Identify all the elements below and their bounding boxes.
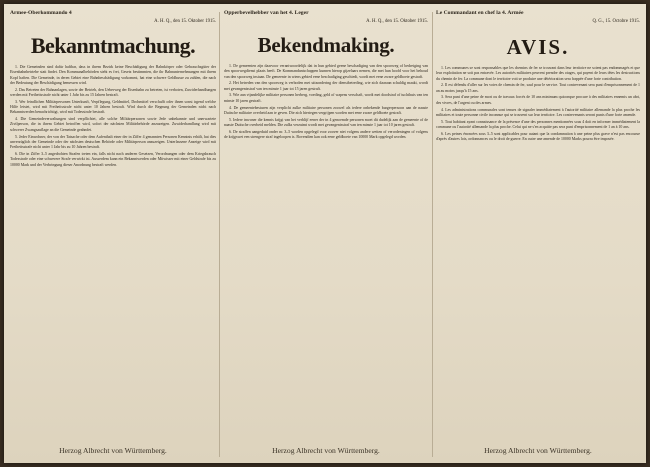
notice-paragraph: 6. Les peines énoncées sous 3–5 sont applicables pour autant que la condamnation à une peine plus grave n'est pas encourue d'après d'autres lois, ordonnances ou le droit de guerre. En outre une amende de 10000 Marks pourra être imposée. [436,131,640,142]
notice-paragraph: 5. Tout habitant ayant connaissance de la présence d'une des personnes mentionnées sous 4 doit en informer immédiatement la commune ou l'autorité allemande la plus proche. Celui qui ne s'en acquitte pas sera puni d'emprisonnement de 1 an à 10 ans. [436,119,640,129]
notice-paragraph: 1. Les communes se sont responsables que les chemins de fer se trouvant dans leur territoire ne soient pas endommagés et que leur exploitation ne soit pas entravée. Les autorités militaires peuvent prendre des otages, qui payent de leurs têtes les destructions du chemin de fer. La commune dont le territoire voit se produire une détérioration sera frappée d'une forte contribution. [436,66,640,81]
notice-paragraph: 3. Wie aan vijandelijke militaire personen herberg, voeding, geld of wapens verschaft, wordt met doodstraf of tuchthuis van ten minste 10 jaren gestraft. [224,93,428,103]
notice-paragraph: 5. Jeder Einwohner, der von der Tatsache oder dem Aufenthalt einer der in Ziffer 4 genannten Personen Kenntnis erhält, hat dies unverzüglich der Gemeinde oder der nächsten deutschen Behörde oder Militärperson anzuzeigen. Unterlassene Anzeige wird mit Freiheitsstrafe nicht unter 1 Jahr bis zu 10 Jahren bestraft. [10,134,216,150]
notice-paragraph: 4. Die Gemeindeverwaltungen sind verpflichtet, alle solche Militärpersonen sowie Jede unbekannte und unerwartete Zivilperson, die in ihrem Gebiet betroffen wird, sofort der nächsten Militärbehörde anzuzeigen. Zuwiderhandlung wird mit schwerer Zwangsauflage an die Gemeinde geahndet. [10,117,216,132]
french-column [436,10,640,459]
issuer-header: Opperbevelhebber van het 4. Leger [224,10,309,16]
notice-paragraph: 2. Het betreden van den spoorweg is verboden met uitzondering der dienstbetreding, wie zich daaraan schuldig maakt, wordt met gevangenisstraf van ten minste 1 jaar tot 15 jaren gestraft. [224,81,428,91]
notice-body [10,65,216,403]
notice-paragraph: 4. Les administrations communales sont tenues de signaler immédiatement à l'autorité militaire allemande la plus proche les militaires et toute personne civile inconnue qui se trouvent sur leur territoire. Les contrevenants seront punis d'une forte amende. [436,107,640,117]
notice-paragraph: 4. De gemeentebesturen zijn verplicht zulke militaire personen zoowel als iedere onbekende burgerpersoon aan de naaste Duitsche militaire overheid aan te geven. Die zich hiertegen vergrijpen worden met eene zware geldboete gestraft. [224,105,428,115]
notice-paragraph: 6. Die in Ziffer 3–5 angedrohten Strafen treten ein, falls nicht nach anderen Gesetzen, Verordnungen oder dem Kriegsbrauch Todesstrafe oder eine schwerere Strafe verwirkt ist. Ausserdem kann ein Bekanntwerden oder Mitwisser mit einer Geldstrafe bis zu 10000 Mark und der Verbringung dieser Anordnung bestraft werden. [10,151,216,167]
notice-title: Bekanntmachung. [30,33,196,58]
proclamation-poster [4,4,646,463]
notice-paragraph: 1. Die Gemeinden sind dafür haftbar, dass in ihrem Bezirk keine Beschädigung der Bahnkörper oder Gebrauchsgüter der Eisenbahnbetriebe statt findet. Den Kommunalbehörden steht es frei, Gesetz bestimmten, die ihr Bahnunternehmungen mit ihrem Kopf haften. Die Gemeinde, in deren Gebiet eine Bahnbeschädigung vorkommt, hat eine schwere Geldbusse zu zahlen, die nach der Bedeutung der Beschädigung bemessen wird. [10,65,216,85]
signature: Herzog Albrecht von Württemberg. [484,446,592,455]
signature: Herzog Albrecht von Württemberg. [272,446,380,455]
notice-paragraph: 3. Sera puni d'une peine de mort ou de travaux forcés de 10 ans minimum quiconque procure à des militaires ennemis un abri, des vivres, de l'argent ou des armes. [436,95,640,105]
german-column [10,10,216,459]
issuer-header: Le Commandant en chef la 4. Armée [436,10,524,16]
column-divider [219,12,220,457]
notice-title: AVIS. [506,35,570,59]
issue-date: A. H. Q., den 15. Oktober 1915. [154,19,216,24]
notice-paragraph: 1. De gemeenten zijn daarvoor verantwoordelijk dat in hun gebied geene beschadiging van den spoorweg of bedreiging van den spoorwegdienst plaats heeft. De Kommandantschappen kunnen hierop gijzelaars nemen, die met hun hoofd voor het behoud van den spoorweg instaan. De gemeente in wiens gebied eene beschadiging geschiedt, wordt met eene zware geldboete gestraft. [224,64,428,79]
notice-paragraph: 2. Il est défendu d'aller sur les voies de chemin de fer, sauf pour le service. Tout contrevenant sera puni d'emprisonnement de 1 an au moins jusqu'à 15 ans. [436,83,640,93]
notice-paragraph: 2. Das Betreten der Bahnanlagen, sowie der Betrieb, den Ueberweg der Eisenbahn zu betreten, ist verboten, Zuwiderhandlungen werden mit Freiheitsstrafe nicht unter 1 Jahr bis zu 15 Jahren bestraft. [10,87,216,97]
notice-paragraph: 6. De straffen aangeduid onder nr. 3–5 worden opgelegd voor zoover niet volgens andere wetten of verordeningen of volgens de krijgswet een strengere straf ingeloopen is. Bovendien kan ook eene geldboete van 10000 Mark opgelegd worden. [224,129,428,140]
issuer-header: Armee-Oberkommando 4 [10,10,72,16]
notice-paragraph: 3. Wer feindlichen Militärpersonen Unterkunft, Verpflegung, Geldmittel, Drohmittel verschafft oder ihnen sonst irgend welche Hilfe leistet, wird mit Freiheitsstrafe nicht unter 10 Jahren bestraft. Wird durch die Begnung der Gemeinden nicht nach Bekanntwerden benachrichtigt, wird mit Todesstrafe bestraft. [10,99,216,115]
notice-paragraph: 5. Iedere inwoner die kennis krijgt van het verblijf eener der in 4 genoemde personen moet dit dadelijk aan de gemeente of de naaste Duitsche overheid melden. Die zulks verzuimt wordt met gevangenisstraf van ten minste 1 jaar tot 10 jaren gestraft. [224,117,428,127]
issue-date: Q. G., 15. Octobre 1915. [592,19,640,24]
issue-date: A. H. Q., den 15. Oktober 1915. [366,19,428,24]
signature: Herzog Albrecht von Württemberg. [59,446,167,455]
notice-body [436,66,640,404]
column-divider [432,12,433,457]
notice-body [224,64,428,402]
notice-title: Bekendmaking. [257,33,395,57]
dutch-column [224,10,428,459]
